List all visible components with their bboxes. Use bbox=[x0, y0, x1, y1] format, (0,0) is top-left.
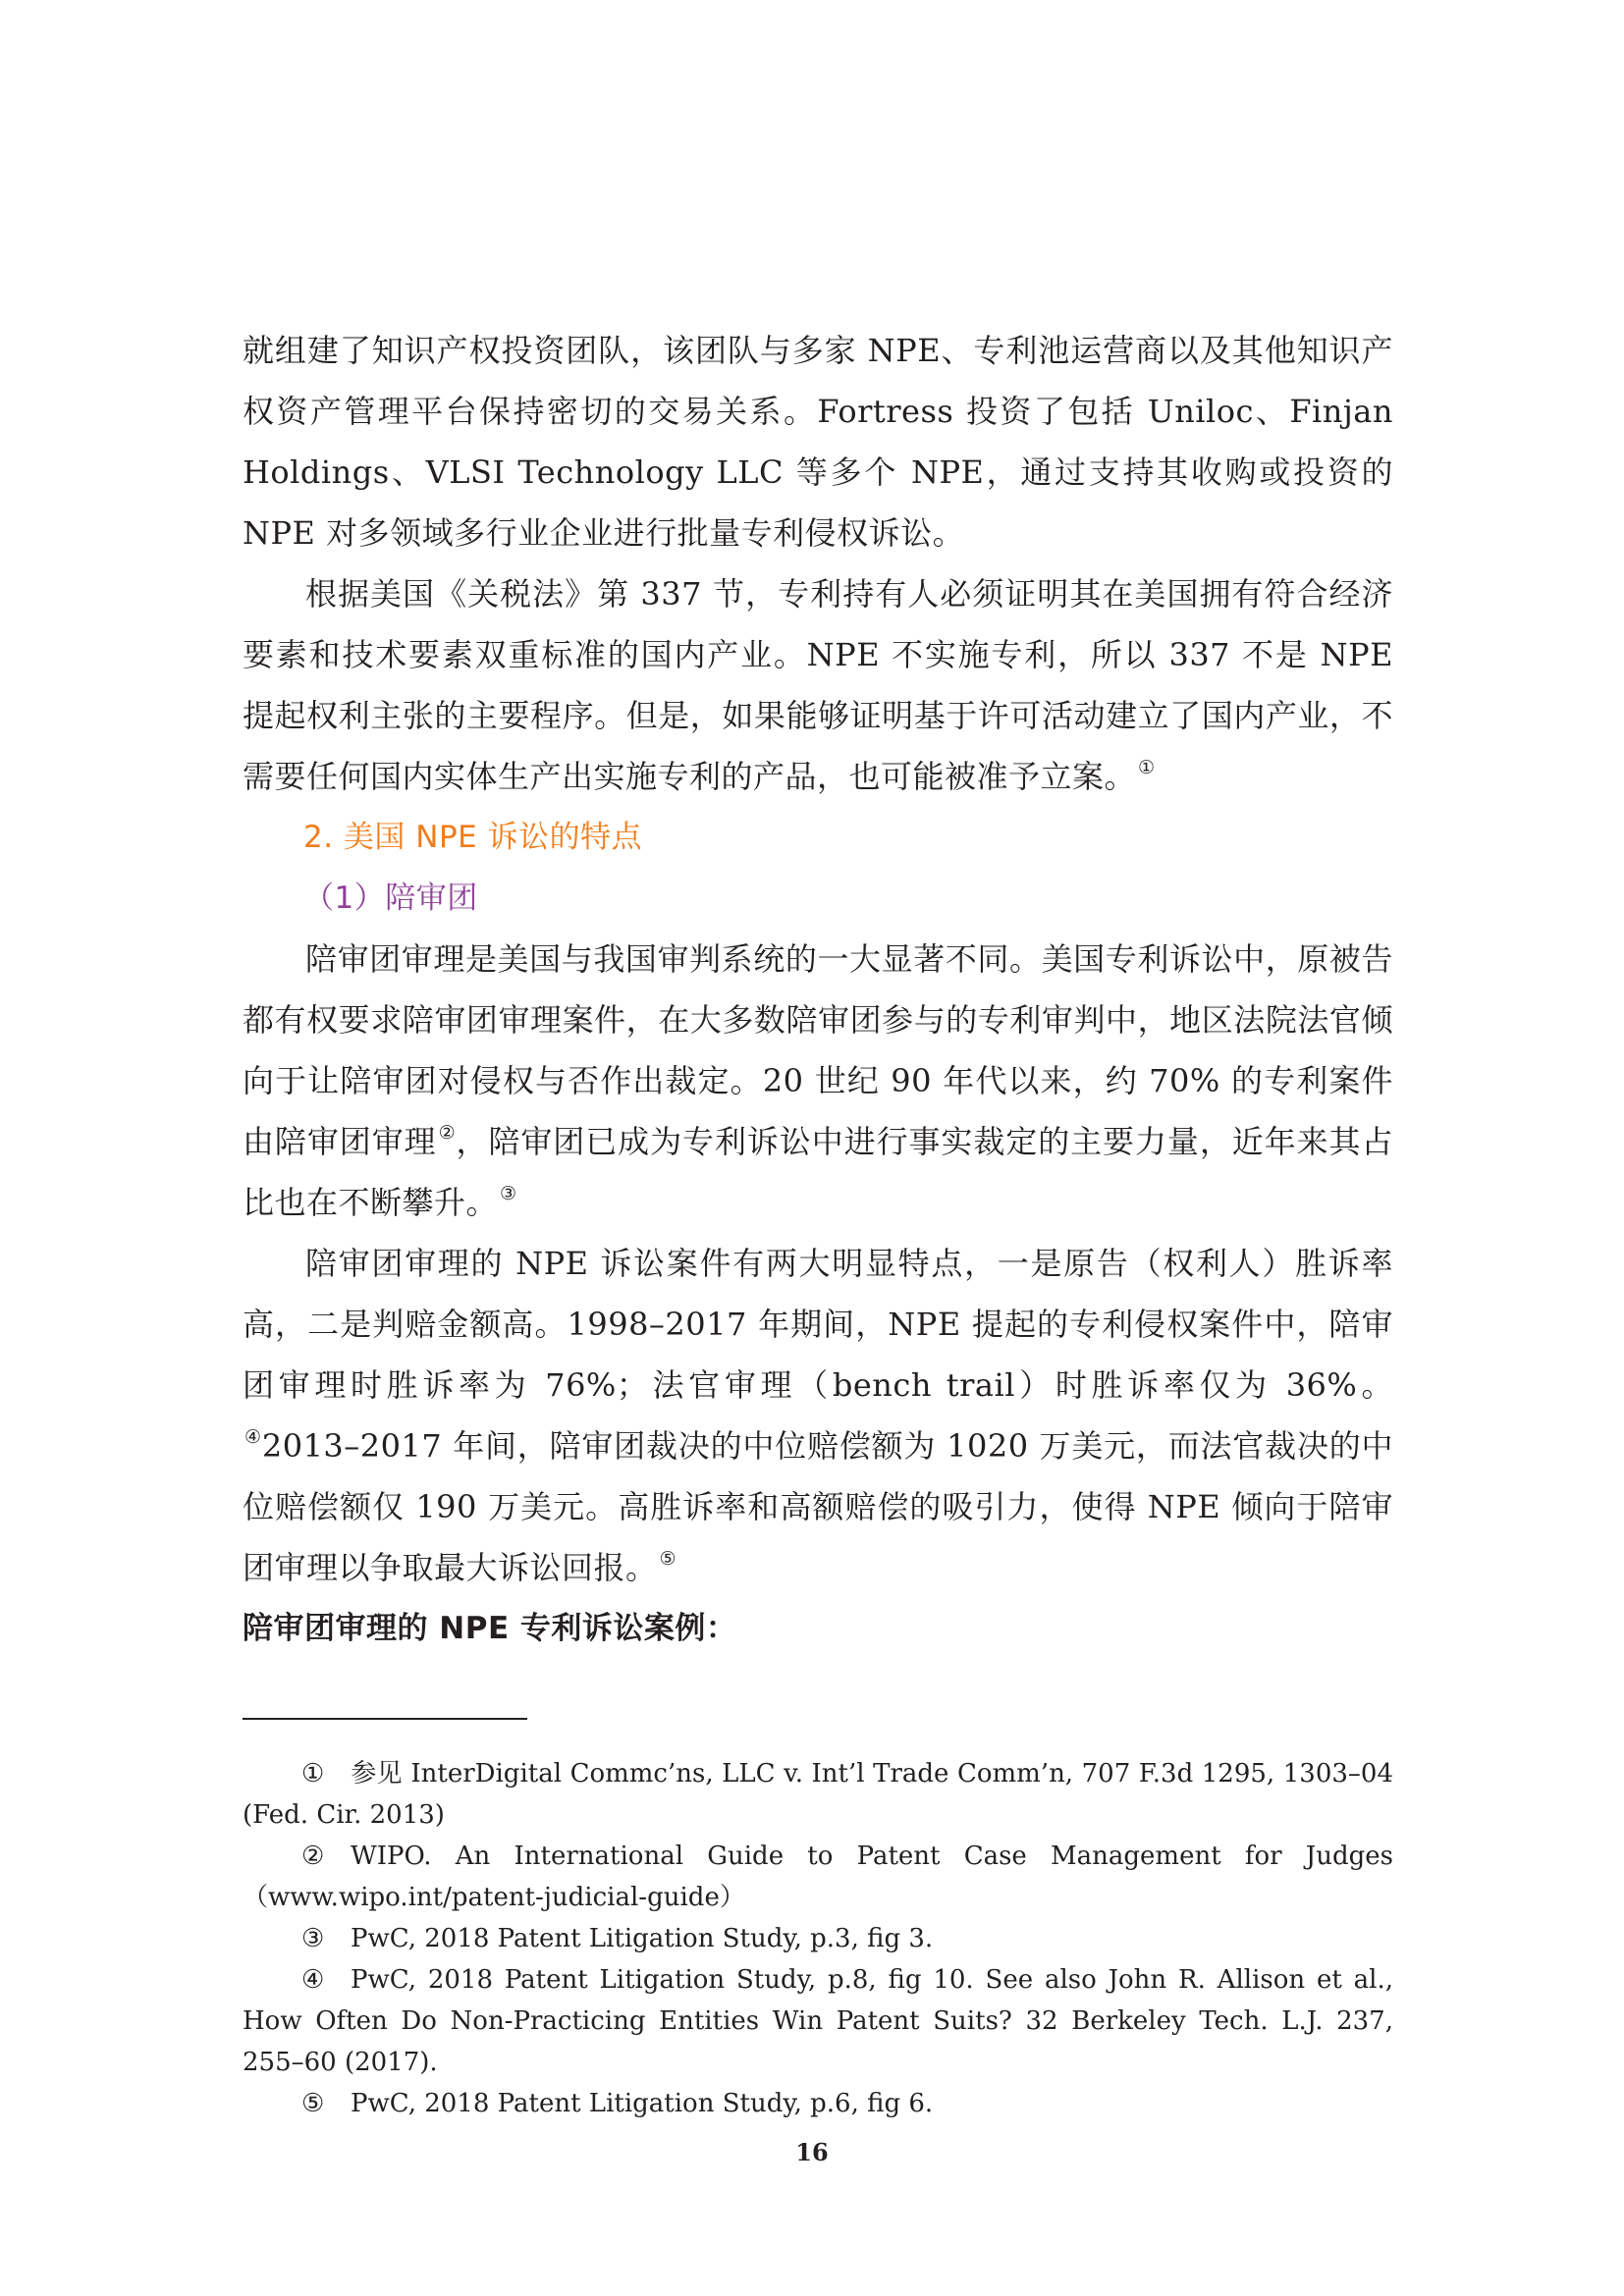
footnote-4-text: PwC, 2018 Patent Litigation Study, p.8, fig 10. See also John R. Allison et al., How Often Do Non-Practicing Entities Win Patent Suits? 32 Berkeley Tech. L.J. 237, 255–60 (2017). bbox=[243, 1965, 1393, 2077]
footnote-1-text: 参见 InterDigital Commc’ns, LLC v. Int’l Trade Comm’n, 707 F.3d 1295, 1303–04 (Fed. Cir. 2013) bbox=[243, 1759, 1393, 1830]
footnote-4 bbox=[243, 1959, 1393, 2083]
paragraph-npe-jury-features bbox=[243, 1233, 1393, 1598]
footnote-3-number: ③ bbox=[301, 1924, 325, 1953]
footnote-3 bbox=[243, 1918, 1393, 1959]
subsection-heading-jury: （1）陪审团 bbox=[303, 881, 478, 916]
paragraph-section-337-text: 根据美国《关税法》第 337 节，专利持有人必须证明其在美国拥有符合经济要素和技术要素双重标准的国内产业。NPE 不实施专利，所以 337 不是 NPE 提起权利主张的主要程序。但是，如果能够证明基于许可活动建立了国内产业，不需要任何国内实体生产出实施专利的产品，也可能被准予立案。 bbox=[243, 575, 1393, 795]
footnote-2-text: WIPO. An International Guide to Patent Case Management for Judges（www.wipo.int/patent-judicial-guide） bbox=[243, 1842, 1393, 1912]
footnotes bbox=[243, 1753, 1393, 2124]
paragraph-fortress: 就组建了知识产权投资团队，该团队与多家 NPE、专利池运营商以及其他知识产权资产管理平台保持密切的交易关系。Fortress 投资了包括 Uniloc、Finjan Holdings、VLSI Technology LLC 等多个 NPE，通过支持其收购或投资的 NPE 对多领域多行业企业进行批量专利侵权诉讼。 bbox=[243, 332, 1393, 552]
section-heading-npe-litigation-features: 2. 美国 NPE 诉讼的特点 bbox=[303, 820, 643, 855]
footnote-5 bbox=[243, 2083, 1393, 2124]
footnote-4-number: ④ bbox=[301, 1965, 325, 1995]
footnote-3-text: PwC, 2018 Patent Litigation Study, p.3, fig 3. bbox=[351, 1924, 934, 1953]
bold-heading-jury-cases: 陪审团审理的 NPE 专利诉讼案例： bbox=[243, 1611, 737, 1646]
footnote-ref-5[interactable]: ⑤ bbox=[659, 1548, 677, 1570]
paragraph-jury-trial bbox=[243, 929, 1393, 1233]
paragraph-npe-jury-features-text-a: 陪审团审理的 NPE 诉讼案件有两大明显特点，一是原告（权利人）胜诉率高，二是判赔金额高。1998–2017 年期间，NPE 提起的专利侵权案件中，陪审团审理时胜诉率为 76%；法官审理（bench trail）时胜诉率仅为 36%。 bbox=[243, 1245, 1393, 1404]
footnote-1-number: ① bbox=[301, 1759, 325, 1789]
footnote-1 bbox=[243, 1753, 1393, 1836]
footnote-ref-3[interactable]: ③ bbox=[500, 1183, 517, 1204]
footnote-ref-1[interactable]: ① bbox=[1138, 757, 1156, 778]
footnote-5-number: ⑤ bbox=[301, 2089, 325, 2118]
footnote-5-text: PwC, 2018 Patent Litigation Study, p.6, fig 6. bbox=[351, 2089, 934, 2118]
paragraph-section-337 bbox=[243, 563, 1393, 807]
footnote-2 bbox=[243, 1836, 1393, 1918]
footnote-ref-2[interactable]: ② bbox=[438, 1122, 457, 1144]
paragraph-jury-trial-text-b: ，陪审团已成为专利诉讼中进行事实裁定的主要力量，近年来其占比也在不断攀升。 bbox=[243, 1123, 1393, 1221]
footnote-divider bbox=[243, 1718, 527, 1720]
paragraph-jury-trial-text-a: 陪审团审理是美国与我国审判系统的一大显著不同。美国专利诉讼中，原被告都有权要求陪审团审理案件，在大多数陪审团参与的专利审判中，地区法院法官倾向于让陪审团对侵权与否作出裁定。20 世纪 90 年代以来，约 70% 的专利案件由陪审团审理 bbox=[243, 940, 1393, 1160]
main-body bbox=[243, 320, 1393, 1659]
footnote-ref-4[interactable]: ④ bbox=[244, 1426, 262, 1448]
paragraph-npe-jury-features-text-b: 2013–2017 年间，陪审团裁决的中位赔偿额为 1020 万美元，而法官裁决的中位赔偿额仅 190 万美元。高胜诉率和高额赔偿的吸引力，使得 NPE 倾向于陪审团审理以争取最大诉讼回报。 bbox=[243, 1427, 1393, 1586]
footnote-2-number: ② bbox=[301, 1842, 325, 1871]
page-number: 16 bbox=[795, 2138, 829, 2166]
